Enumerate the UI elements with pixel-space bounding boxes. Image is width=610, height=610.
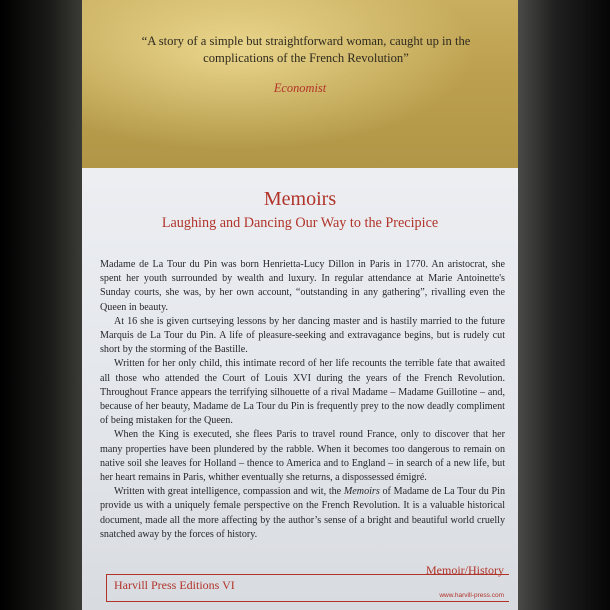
blurb-italic-title: Memoirs [343,486,380,498]
category-label: Memoir/History [426,563,504,577]
gold-band [82,0,518,169]
blurb-paragraph: At 16 she is given curtseying lessons by her dancing master and is hastily married to the future Marquis de La Tour du Pin. A life of pleasure-seeking and extravagance begins, but is rudely cut short by the storming of the Bastille. [100,315,505,356]
blurb-text: Written with great intelligence, compassion and wit, the [114,486,344,498]
book-subtitle: Laughing and Dancing Our Way to the Precipice [161,215,439,231]
blurb-paragraph: Written for her only child, this intimate record of her life recounts the terrible fate that awaited all those who attended the Court of Louis XVI during the years of the French Revolution. Throughout France appears the terrifying silhouette of a rival Madame – Madame Guillotine – and, because of her beauty, Madame de La Tour du Pin is frequently prey to the now deadly compliment of being mistaken for the Queen. [100,358,505,427]
blurb-paragraph: When the King is executed, she flees Paris to travel round France, only to discover that her many properties have been plundered by the rabble. When it becomes too dangerous to remain on native soil she leaves for Holland – thence to America and to England – in search of a new life, but her heart remains in Paris, whither eventually she returns, a dispossessed émigré. [100,429,505,484]
book-title: Memoirs [263,188,337,210]
blurb-text: of Madame de La Tour du Pin provide us with a uniquely female perspective on the French Revolution. It is a valuable historical document, made all the more affecting by the author’s sense of a bright and beautiful world cruelly snatched away by the forces of history. [100,486,505,540]
blurb-paragraph-last [100,485,505,542]
review-quote: “A story of a simple but straightforward woman, caught up in the complications of the French Revolution” [141,34,471,65]
blurb [100,258,505,542]
blurb-paragraph: Madame de La Tour du Pin was born Henrietta-Lucy Dillon in Paris in 1770. An aristocrat, she spent her youth surrounded by wealth and luxury. In regular attendance at Marie Antoinette's Sunday courts, she was, by her own account, “outstanding in any gathering”, rivalling even the Queen in beauty. [100,259,505,313]
book-back-cover [82,0,518,610]
photo-edge-left [0,0,82,610]
quote-source: Economist [273,81,327,95]
publisher-series: Harvill Press Editions VI [114,578,235,592]
publisher-website: www.harvill-press.com [439,592,504,599]
photo-edge-right [518,0,610,610]
